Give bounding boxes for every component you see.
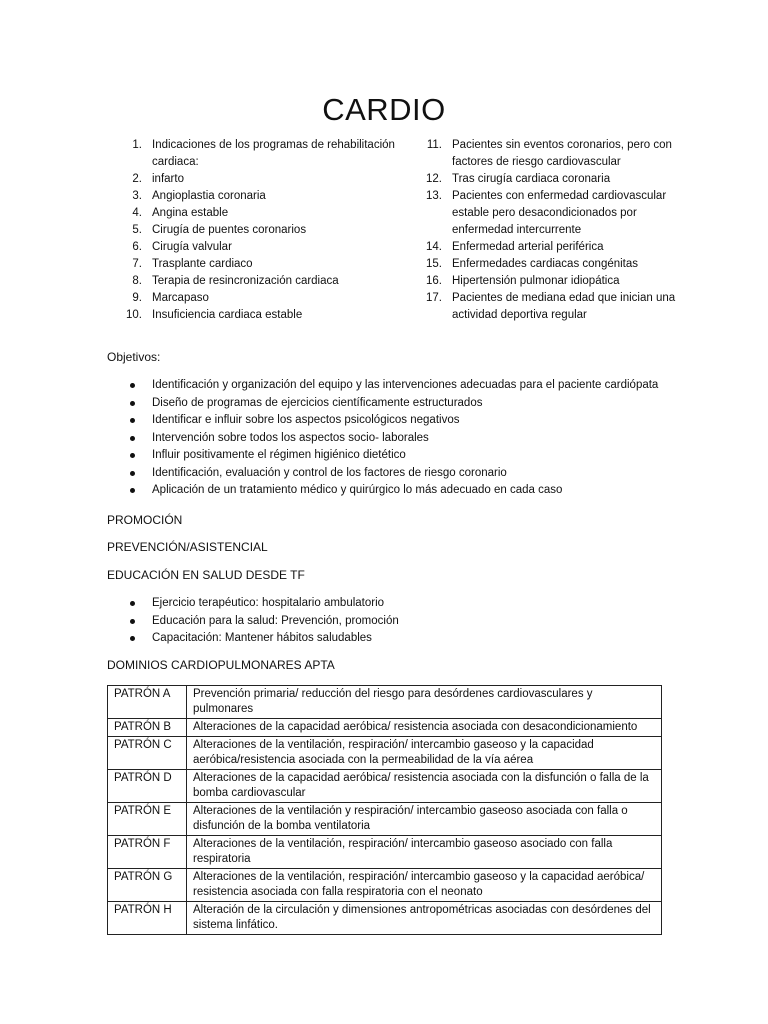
item-text: Pacientes de mediana edad que inician una actividad deportiva regular bbox=[452, 292, 676, 321]
list-item bbox=[408, 188, 678, 239]
patron-cell: PATRÓN C bbox=[108, 737, 187, 770]
list-item bbox=[108, 205, 408, 222]
item-text: Terapia de resincronización cardiaca bbox=[152, 275, 339, 287]
list-item: Intervención sobre todos los aspectos socio- laborales bbox=[128, 430, 688, 448]
list-item bbox=[108, 222, 408, 239]
item-text: Insuficiencia cardiaca estable bbox=[152, 309, 303, 321]
table-row bbox=[108, 902, 662, 935]
list-item: Identificación y organización del equipo y las intervenciones adecuadas para el paciente cardiópata bbox=[128, 377, 688, 395]
list-item: Aplicación de un tratamiento médico y quirúrgico lo más adecuado en cada caso bbox=[128, 482, 688, 500]
item-number: 17. bbox=[426, 292, 442, 304]
prevencion-heading: PREVENCIÓN/ASISTENCIAL bbox=[107, 540, 268, 554]
item-number: 3. bbox=[132, 190, 142, 202]
patron-cell: PATRÓN H bbox=[108, 902, 187, 935]
list-item bbox=[108, 171, 408, 188]
objetivos-label: Objetivos: bbox=[107, 350, 161, 364]
item-number: 16. bbox=[426, 275, 442, 287]
item-number: 1. bbox=[132, 139, 142, 151]
promocion-heading: PROMOCIÓN bbox=[107, 513, 183, 527]
item-number: 8. bbox=[132, 275, 142, 287]
list-item bbox=[408, 256, 678, 273]
item-text: Enfermedad arterial periférica bbox=[452, 241, 604, 253]
list-item bbox=[408, 239, 678, 256]
item-text: Indicaciones de los programas de rehabilitación cardiaca: bbox=[152, 139, 395, 168]
list-item bbox=[108, 307, 408, 324]
patron-cell: PATRÓN B bbox=[108, 719, 187, 737]
item-text: Pacientes sin eventos coronarios, pero con factores de riesgo cardiovascular bbox=[452, 139, 672, 168]
item-text: infarto bbox=[152, 173, 184, 185]
patron-cell: PATRÓN F bbox=[108, 836, 187, 869]
item-number: 13. bbox=[426, 190, 442, 202]
item-number: 11. bbox=[426, 139, 442, 151]
page-title: CARDIO bbox=[322, 92, 446, 127]
list-item: Educación para la salud: Prevención, promoción bbox=[128, 613, 628, 631]
item-number: 5. bbox=[132, 224, 142, 236]
item-text: Enfermedades cardiacas congénitas bbox=[452, 258, 639, 270]
objetivos-list bbox=[128, 377, 688, 500]
item-number: 6. bbox=[132, 241, 142, 253]
item-text: Angina estable bbox=[152, 207, 229, 219]
patron-cell: PATRÓN G bbox=[108, 869, 187, 902]
item-number: 10. bbox=[126, 309, 142, 321]
list-item: Ejercicio terapéutico: hospitalario ambulatorio bbox=[128, 595, 628, 613]
item-number: 7. bbox=[132, 258, 142, 270]
description-cell: Alteraciones de la ventilación y respiración/ intercambio gaseoso asociada con falla o disfunción de la bomba ventilatoria bbox=[187, 803, 662, 836]
description-cell: Alteración de la circulación y dimensiones antropométricas asociadas con desórdenes del sistema linfático. bbox=[187, 902, 662, 935]
list-item bbox=[108, 290, 408, 307]
table-row bbox=[108, 803, 662, 836]
description-cell: Prevención primaria/ reducción del riesgo para desórdenes cardiovasculares y pulmonares bbox=[187, 686, 662, 719]
list-item bbox=[408, 137, 678, 171]
description-cell: Alteraciones de la capacidad aeróbica/ resistencia asociada con desacondicionamiento bbox=[187, 719, 662, 737]
educacion-heading: EDUCACIÓN EN SALUD DESDE TF bbox=[107, 568, 305, 582]
list-item bbox=[108, 137, 408, 171]
table-row bbox=[108, 869, 662, 902]
table-row bbox=[108, 770, 662, 803]
table-row bbox=[108, 686, 662, 719]
description-cell: Alteraciones de la ventilación, respiración/ intercambio gaseoso y la capacidad aeróbica/resistencia asociada con la permeabilidad de la vía aérea bbox=[187, 737, 662, 770]
educacion-list bbox=[128, 595, 628, 648]
item-number: 4. bbox=[132, 207, 142, 219]
list-item bbox=[108, 188, 408, 205]
patron-cell: PATRÓN D bbox=[108, 770, 187, 803]
item-number: 9. bbox=[132, 292, 142, 304]
indications-list-left bbox=[108, 137, 408, 324]
patron-cell: PATRÓN E bbox=[108, 803, 187, 836]
list-item: Capacitación: Mantener hábitos saludables bbox=[128, 630, 628, 648]
description-cell: Alteraciones de la capacidad aeróbica/ resistencia asociada con la disfunción o falla de la bomba cardiovascular bbox=[187, 770, 662, 803]
list-item: Diseño de programas de ejercicios científicamente estructurados bbox=[128, 395, 688, 413]
item-number: 2. bbox=[132, 173, 142, 185]
list-item bbox=[408, 171, 678, 188]
patron-cell: PATRÓN A bbox=[108, 686, 187, 719]
item-number: 14. bbox=[426, 241, 442, 253]
item-text: Angioplastia coronaria bbox=[152, 190, 266, 202]
item-text: Tras cirugía cardiaca coronaria bbox=[452, 173, 611, 185]
item-number: 12. bbox=[426, 173, 442, 185]
item-text: Trasplante cardiaco bbox=[152, 258, 253, 270]
list-item bbox=[108, 239, 408, 256]
table-row bbox=[108, 719, 662, 737]
list-item bbox=[108, 256, 408, 273]
list-item: Identificar e influir sobre los aspectos psicológicos negativos bbox=[128, 412, 688, 430]
description-cell: Alteraciones de la ventilación, respiración/ intercambio gaseoso asociado con falla respiratoria bbox=[187, 836, 662, 869]
item-text: Cirugía de puentes coronarios bbox=[152, 224, 307, 236]
list-item bbox=[408, 290, 678, 324]
dominios-heading: DOMINIOS CARDIOPULMONARES APTA bbox=[107, 658, 335, 672]
list-item bbox=[408, 273, 678, 290]
table-row bbox=[108, 836, 662, 869]
item-text: Hipertensión pulmonar idiopática bbox=[452, 275, 620, 287]
table-row bbox=[108, 737, 662, 770]
item-number: 15. bbox=[426, 258, 442, 270]
item-text: Marcapaso bbox=[152, 292, 209, 304]
item-text: Pacientes con enfermedad cardiovascular estable pero desacondicionados por enfermedad intercurrente bbox=[452, 190, 667, 236]
indications-list-right bbox=[408, 137, 678, 324]
list-item: Identificación, evaluación y control de los factores de riesgo coronario bbox=[128, 465, 688, 483]
item-text: Cirugía valvular bbox=[152, 241, 232, 253]
patrones-table bbox=[107, 685, 662, 935]
list-item: Influir positivamente el régimen higiénico dietético bbox=[128, 447, 688, 465]
list-item bbox=[108, 273, 408, 290]
description-cell: Alteraciones de la ventilación, respiración/ intercambio gaseoso y la capacidad aeróbica/ resistencia asociada con falla respiratoria con el neonato bbox=[187, 869, 662, 902]
